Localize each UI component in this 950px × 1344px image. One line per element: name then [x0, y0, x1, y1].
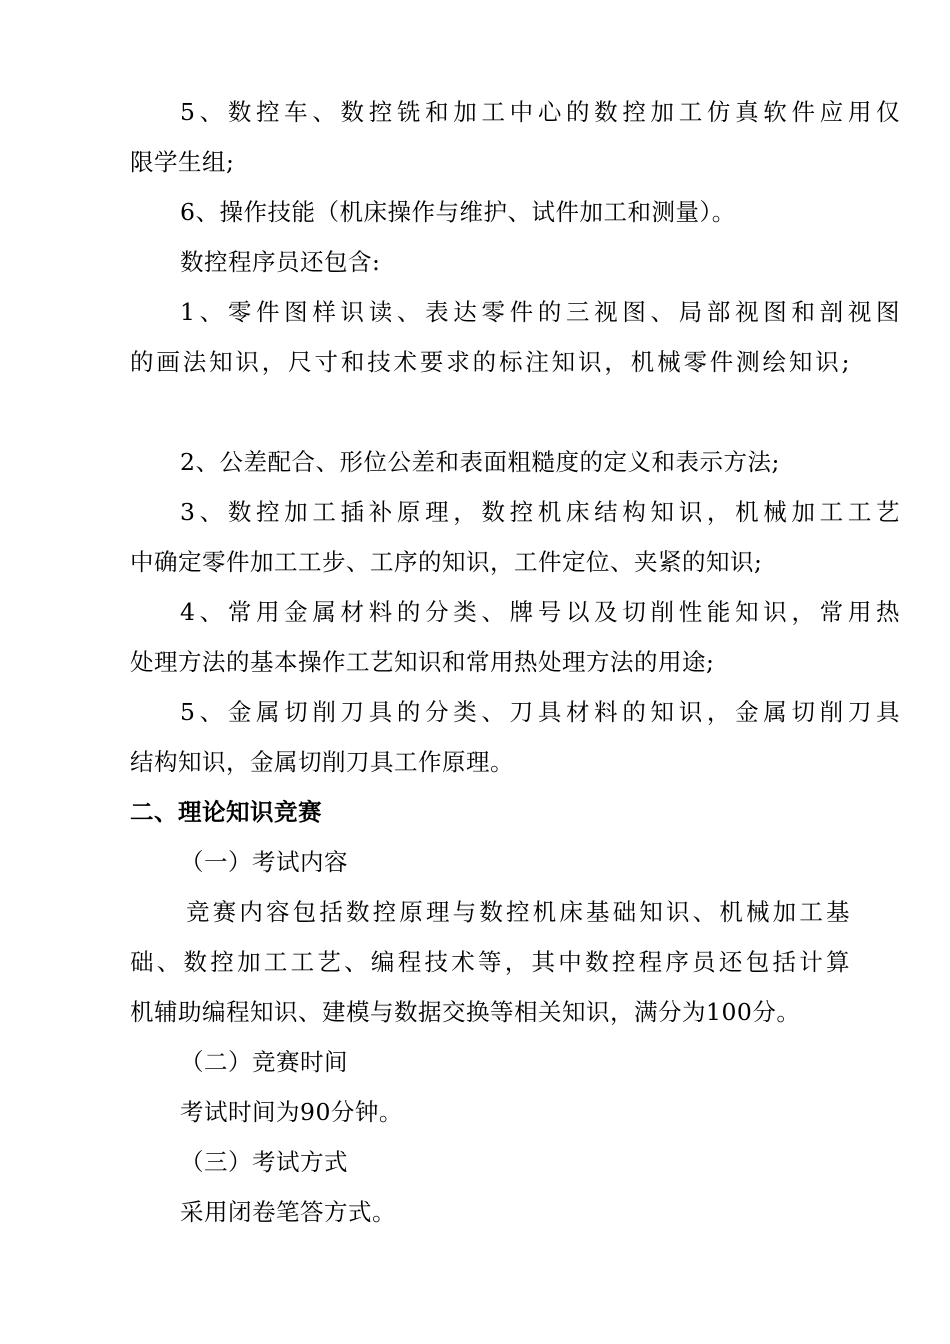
- paragraph-line: 1、零件图样识读、表达零件的三视图、局部视图和剖视图: [180, 298, 900, 326]
- paragraph-line: 机辅助编程知识、建模与数据交换等相关知识，满分为100分。: [130, 998, 801, 1026]
- paragraph-line: 考试时间为90分钟。: [180, 1098, 403, 1126]
- paragraph-line: 5、金属切削刀具的分类、刀具材料的知识，金属切削刀具: [180, 698, 900, 726]
- paragraph-line: 础、数控加工工艺、编程技术等，其中数控程序员还包括计算: [130, 948, 850, 976]
- subsection-heading: （三）考试方式: [180, 1148, 348, 1176]
- paragraph-line: 2、公差配合、形位公差和表面粗糙度的定义和表示方法;: [180, 448, 780, 476]
- subsection-heading: （一）考试内容: [180, 848, 348, 876]
- paragraph-line: 5、数控车、数控铣和加工中心的数控加工仿真软件应用仅: [180, 98, 900, 126]
- paragraph-line: 限学生组;: [130, 148, 235, 176]
- subsection-heading: （二）竞赛时间: [180, 1048, 348, 1076]
- paragraph-line: 4、常用金属材料的分类、牌号以及切削性能知识，常用热: [180, 598, 900, 626]
- paragraph-line: 数控程序员还包含:: [180, 248, 381, 276]
- paragraph-line: 处理方法的基本操作工艺知识和常用热处理方法的用途;: [130, 648, 715, 676]
- paragraph-line: 结构知识，金属切削刀具工作原理。: [130, 748, 514, 776]
- paragraph-line: 6、操作技能（机床操作与维护、试件加工和测量）。: [180, 198, 736, 226]
- paragraph-line: 中确定零件加工工步、工序的知识，工件定位、夹紧的知识;: [130, 548, 763, 576]
- paragraph-line: 3、数控加工插补原理，数控机床结构知识，机械加工工艺: [180, 498, 900, 526]
- paragraph-line: 竞赛内容包括数控原理与数控机床基础知识、机械加工基: [186, 898, 850, 926]
- section-heading: 二、理论知识竞赛: [130, 798, 322, 826]
- paragraph-line: 的画法知识，尺寸和技术要求的标注知识，机械零件测绘知识;: [130, 348, 850, 376]
- paragraph-line: 采用闭卷笔答方式。: [180, 1198, 396, 1226]
